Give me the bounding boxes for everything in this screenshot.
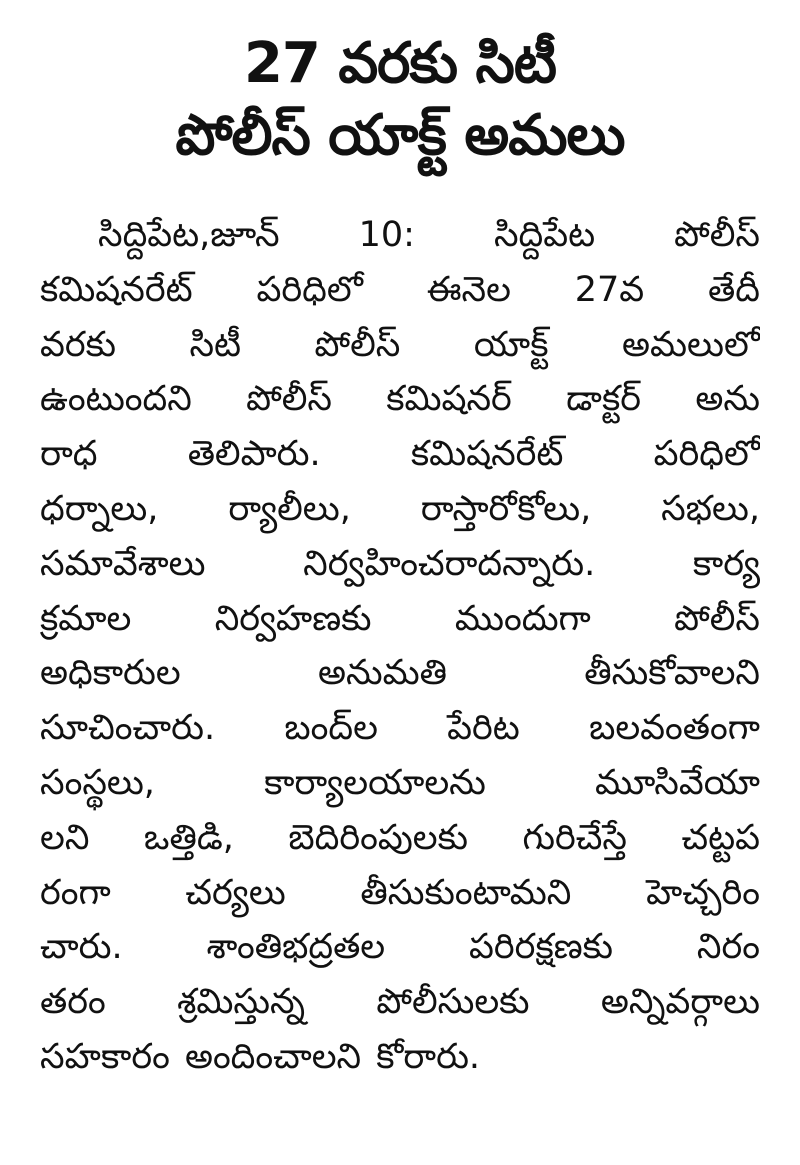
body-line: తరం శ్రమిస్తున్న పోలీసులకు అన్నివర్గాలు <box>40 982 760 1023</box>
body-line: రాధ తెలిపారు. కమిషనరేట్ పరిధిలో <box>40 434 760 475</box>
body-line: ధర్నాలు, ర్యాలీలు, రాస్తారోకోలు, సభలు, <box>40 488 760 529</box>
body-line: లని ఒత్తిడి, బెదిరింపులకు గురిచేస్తే చట్టప <box>40 817 760 858</box>
body-line: ఉంటుందని పోలీస్ కమిషనర్ డాక్టర్ అను <box>40 379 760 420</box>
headline-line: పోలీస్ యాక్ట్ అమలు <box>175 103 625 168</box>
body-line: రంగా చర్యలు తీసుకుంటామని హెచ్చరిం <box>40 872 760 913</box>
body-line: వరకు సిటీ పోలీస్ యాక్ట్ అమలులో <box>40 324 760 365</box>
body-line: సహకారం అందించాలని కోరారు. <box>40 1036 481 1077</box>
article-body <box>40 208 760 1085</box>
body-line: అధికారుల అనుమతి తీసుకోవాలని <box>40 653 760 694</box>
body-line: క్రమాల నిర్వహణకు ముందుగా పోలీస్ <box>40 598 760 639</box>
body-line: చారు. శాంతిభద్రతల పరిరక్షణకు నిరం <box>40 927 760 968</box>
body-line: సమావేశాలు నిర్వహించరాదన్నారు. కార్య <box>40 543 760 584</box>
body-line: కమిషనరేట్ పరిధిలో ఈనెల 27వ తేదీ <box>40 269 760 310</box>
body-line: సూచించారు. బంద్‌ల పేరిట బలవంతంగా <box>40 708 760 749</box>
body-line: సంస్థలు, కార్యాలయాలను మూసివేయా <box>40 762 760 803</box>
headline-line: 27 వరకు సిటీ <box>243 31 557 96</box>
headline <box>40 28 760 172</box>
body-line: సిద్దిపేట,జూన్ 10: సిద్దిపేట పోలీస్ <box>98 215 760 255</box>
